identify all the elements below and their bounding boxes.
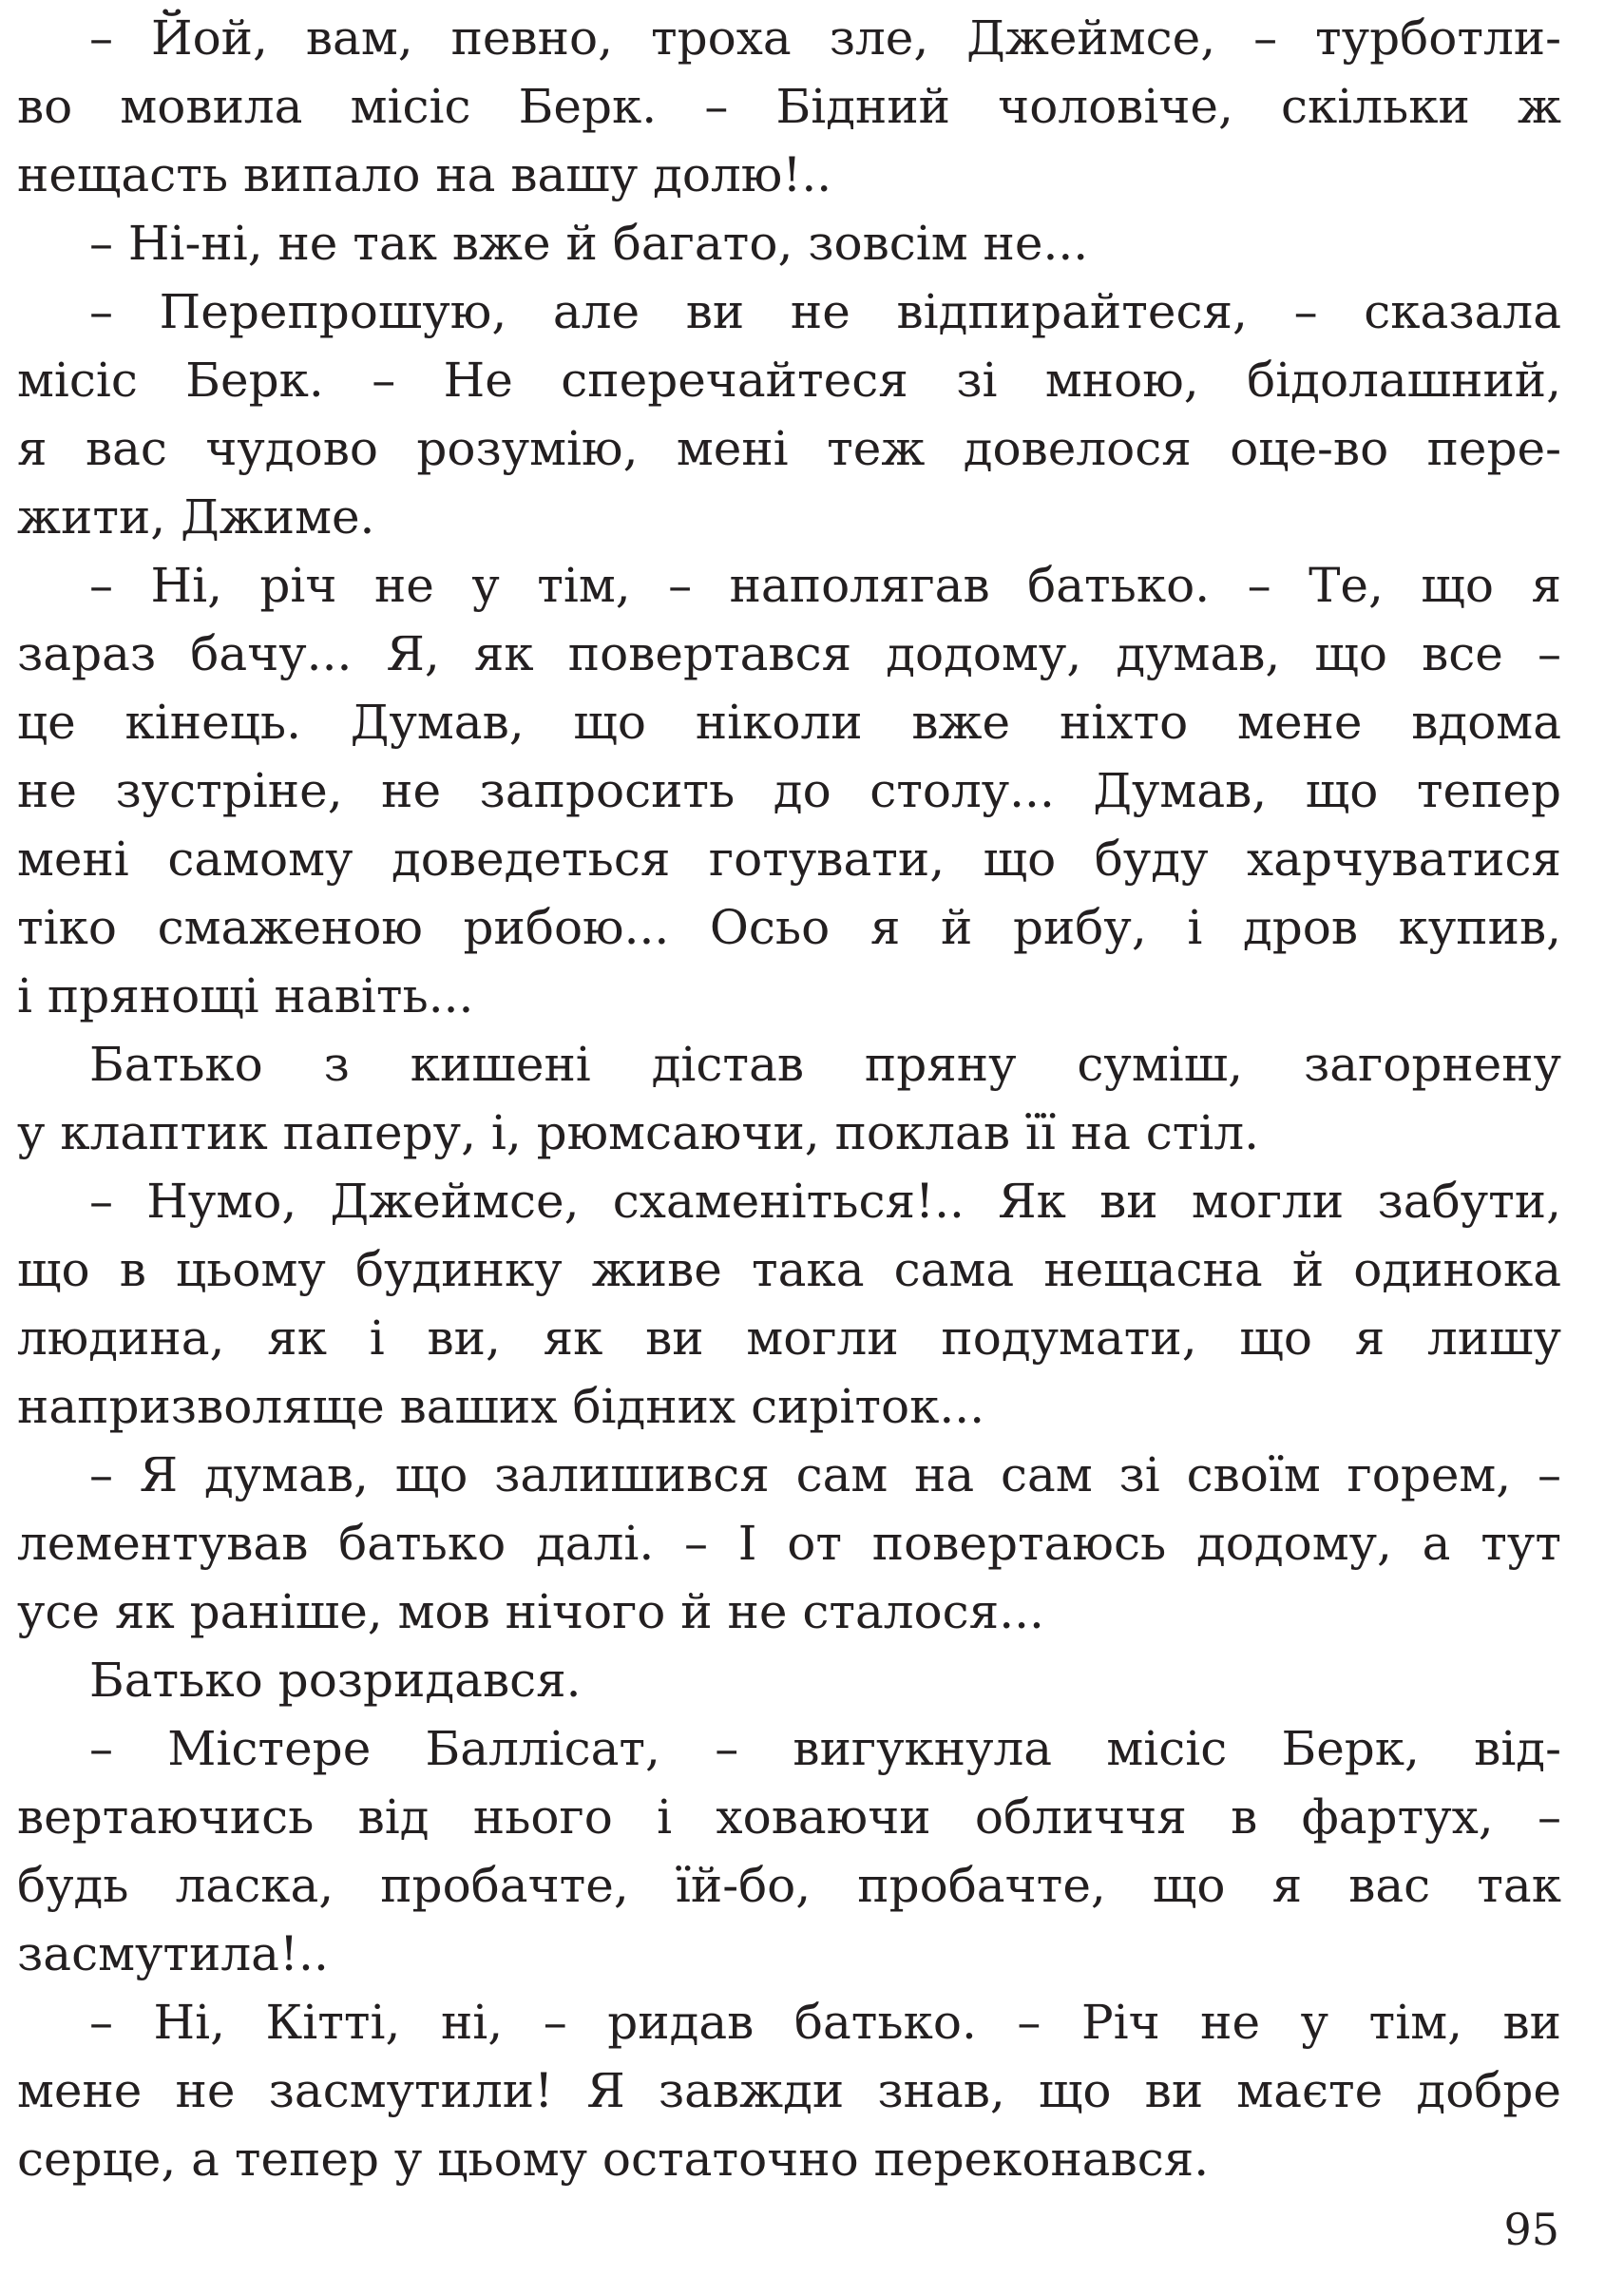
text-line: не зустріне, не запросить до столу... Думав, що тепер	[17, 763, 1561, 818]
text-line: лементував батько далі. – І от повертаюсь додому, а тут	[17, 1516, 1561, 1571]
text-line: усе як раніше, мов нічого й не сталося...	[17, 1584, 1044, 1639]
text-line: Батько з кишені дістав пряну суміш, загорнену	[89, 1037, 1561, 1092]
text-line: це кінець. Думав, що ніколи вже ніхто мене вдома	[17, 695, 1561, 750]
text-line: напризволяще ваших бідних сиріток...	[17, 1379, 985, 1434]
text-line: мені самому доведеться готувати, що буду харчуватися	[17, 832, 1561, 887]
body-text	[17, 4, 1561, 2193]
text-line: і прянощі навіть...	[17, 968, 474, 1023]
text-line: місіс Берк. – Не сперечайтеся зі мною, бідолашний,	[17, 353, 1561, 408]
text-line: зараз бачу... Я, як повертався додому, думав, що все –	[17, 626, 1561, 681]
text-line: тіко смаженою рибою... Осьо я й рибу, і дров купив,	[17, 900, 1561, 955]
text-line: – Ні-ні, не так вже й багато, зовсім не...	[89, 216, 1089, 271]
text-line: – Йой, вам, певно, троха зле, Джеймсе, – турботли-	[89, 10, 1561, 66]
text-line: засмутила!..	[17, 1926, 329, 1981]
text-line: вертаючись від нього і ховаючи обличчя в фартух, –	[17, 1789, 1561, 1845]
text-line: – Містере Баллісат, – вигукнула місіс Берк, від-	[89, 1721, 1561, 1776]
text-line: що в цьому будинку живе така сама нещасна й одинока	[17, 1242, 1561, 1297]
text-line: я вас чудово розумію, мені теж довелося оце-во пере-	[17, 421, 1561, 476]
page-number: 95	[1503, 2204, 1559, 2255]
text-line: у клаптик паперу, і, рюмсаючи, поклав її на стіл.	[17, 1105, 1260, 1160]
text-line: во мовила місіс Берк. – Бідний чоловіче, скільки ж	[17, 79, 1561, 134]
text-line: людина, як і ви, як ви могли подумати, що я лишу	[17, 1310, 1561, 1366]
text-line: серце, а тепер у цьому остаточно переконався.	[17, 2132, 1210, 2187]
text-line: нещасть випало на вашу долю!..	[17, 147, 832, 202]
text-line: – Ні, річ не у тім, – наполягав батько. – Те, що я	[89, 558, 1561, 613]
text-line: – Нумо, Джеймсе, схаменіться!.. Як ви могли забути,	[89, 1174, 1561, 1229]
text-line: – Ні, Кітті, ні, – ридав батько. – Річ не у тім, ви	[89, 1995, 1561, 2050]
text-line: – Перепрошую, але ви не відпирайтеся, – сказала	[89, 284, 1561, 339]
text-line: жити, Джиме.	[17, 489, 375, 545]
text-line: Батько розридався.	[89, 1653, 582, 1708]
text-line: – Я думав, що залишився сам на сам зі своїм горем, –	[89, 1447, 1561, 1502]
text-line: мене не засмутили! Я завжди знав, що ви маєте добре	[17, 2063, 1561, 2118]
text-line: будь ласка, пробачте, їй-бо, пробачте, що я вас так	[17, 1858, 1561, 1913]
